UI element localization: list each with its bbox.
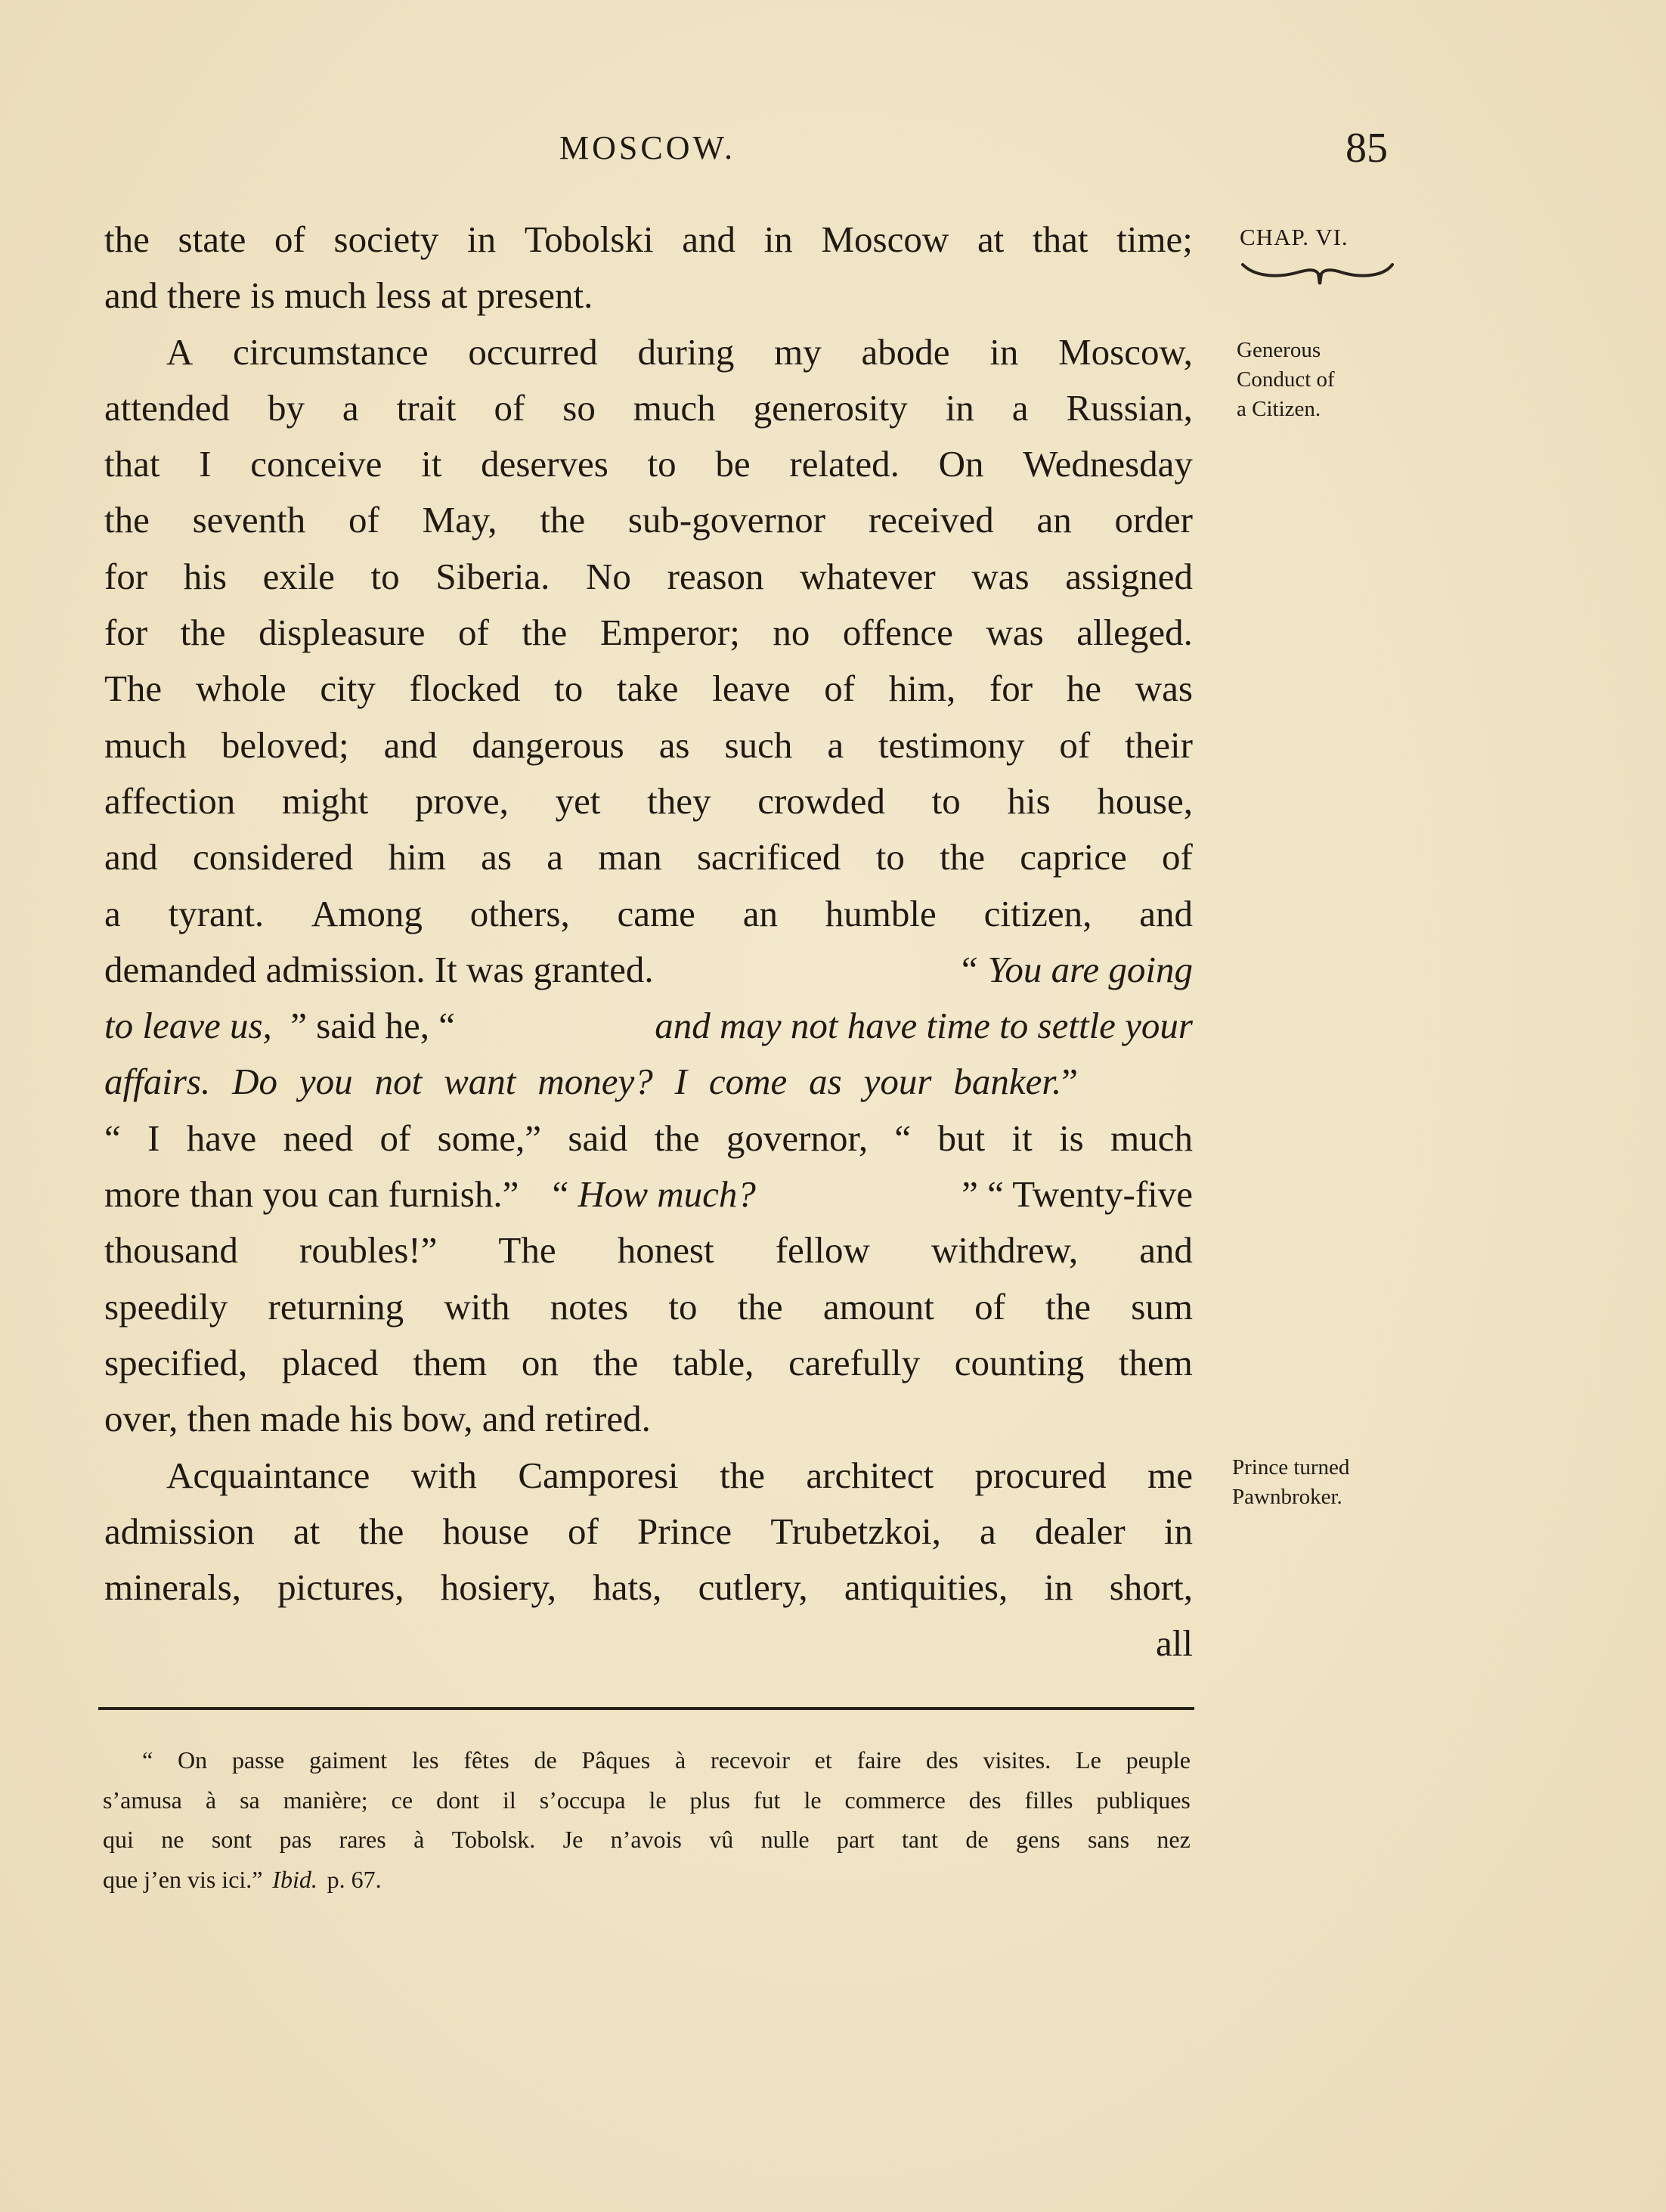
text-line-mixed (104, 1166, 1193, 1222)
text-run: que j’en vis ici.” (103, 1865, 263, 1893)
sidenote-line: Prince turned (1232, 1455, 1350, 1479)
text-line: thousand roubles!” The honest fellow withdrew, and (104, 1229, 1193, 1272)
text-line: that I conceive it deserves to be related. On Wednesday (104, 443, 1193, 485)
italic-run: affairs. Do you not want money? I come as your banker. (104, 1061, 1062, 1103)
text-run: ” said he, “ (290, 1005, 455, 1047)
italic-run: How much? (578, 1173, 756, 1216)
footnote-rule (98, 1707, 1194, 1710)
catchword: all (1156, 1622, 1193, 1665)
main-text (104, 212, 1193, 1672)
text-line: the seventh of May, the sub-governor received an order (104, 499, 1193, 541)
italic-run: “ You are going (958, 948, 1193, 990)
text-line: a tyrant. Among others, came an humble citizen, and (104, 892, 1193, 934)
footnote-line: “ On passe gaiment les fêtes de Pâques à recevoir et faire des visites. Le peuple (142, 1746, 1191, 1774)
footnote-line: s’amusa à sa manière; ce dont il s’occupa le plus fut le commerce des filles publiques (103, 1786, 1191, 1814)
chapter-label: CHAP. VI. (1240, 224, 1349, 250)
text-line: speedily returning with notes to the amount of the sum (104, 1285, 1193, 1328)
text-line: over, then made his bow, and retired. (104, 1398, 651, 1440)
text-line: for his exile to Siberia. No reason whatever was assigned (104, 555, 1193, 597)
text-line: specified, placed them on the table, carefully counting them (104, 1341, 1193, 1383)
italic-run: to leave us, (104, 1005, 272, 1047)
text-run: “ (552, 1173, 569, 1216)
sidenote-line: Conduct of (1237, 367, 1335, 392)
text-line-mixed (104, 998, 1193, 1054)
running-head: MOSCOW. (559, 129, 735, 166)
text-line: for the displeasure of the Emperor; no offence was alleged. (104, 612, 1193, 654)
page-number: 85 (1345, 125, 1388, 172)
text-line: and considered him as a man sacrificed to the caprice of (104, 836, 1193, 878)
text-run: demanded admission. It was granted. (104, 948, 654, 990)
text-line: the state of society in Tobolski and in Moscow at that time; (104, 218, 1193, 260)
text-run: more than you can furnish.” (104, 1173, 519, 1216)
text-line-mixed (104, 1054, 1193, 1110)
italic-run: and may not have time to settle your (655, 1005, 1193, 1047)
text-run: p. 67. (327, 1865, 382, 1893)
text-run: ” “ Twenty-five (962, 1173, 1193, 1216)
sidenote-line: Pawnbroker. (1232, 1485, 1342, 1509)
chapter-flourish-icon (1240, 260, 1395, 287)
text-line: attended by a trait of so much generosity in a Russian, (104, 386, 1193, 429)
text-line: affection might prove, yet they crowded to his house, (104, 779, 1193, 822)
italic-run: Ibid. (272, 1865, 317, 1893)
footnote-line-mixed (103, 1860, 1191, 1900)
sidenote-prince-pawnbroker (1232, 1453, 1349, 1512)
text-line: and there is much less at present. (104, 274, 593, 317)
text-line: minerals, pictures, hosiery, hats, cutlery, antiquities, in short, (104, 1566, 1193, 1609)
text-line: admission at the house of Prince Trubetzkoi, a dealer in (104, 1510, 1193, 1552)
text-line: much beloved; and dangerous as such a testimony of their (104, 723, 1193, 766)
text-line: A circumstance occurred during my abode in Moscow, (166, 330, 1193, 373)
sidenote-generous-conduct (1237, 336, 1335, 424)
footnote-line: qui ne sont pas rares à Tobolsk. Je n’avois vû nulle part tant de gens sans nez (103, 1826, 1191, 1853)
text-line-mixed (104, 942, 1193, 998)
text-line: Acquaintance with Camporesi the architect procured me (166, 1454, 1193, 1496)
text-line: “ I have need of some,” said the governor, “ but it is much (104, 1117, 1193, 1159)
text-line: The whole city flocked to take leave of him, for he was (104, 668, 1193, 710)
text-run: ” (1061, 1061, 1078, 1103)
footnote (103, 1740, 1191, 1899)
sidenote-line: a Citizen. (1237, 397, 1321, 421)
sidenote-line: Generous (1237, 338, 1321, 362)
